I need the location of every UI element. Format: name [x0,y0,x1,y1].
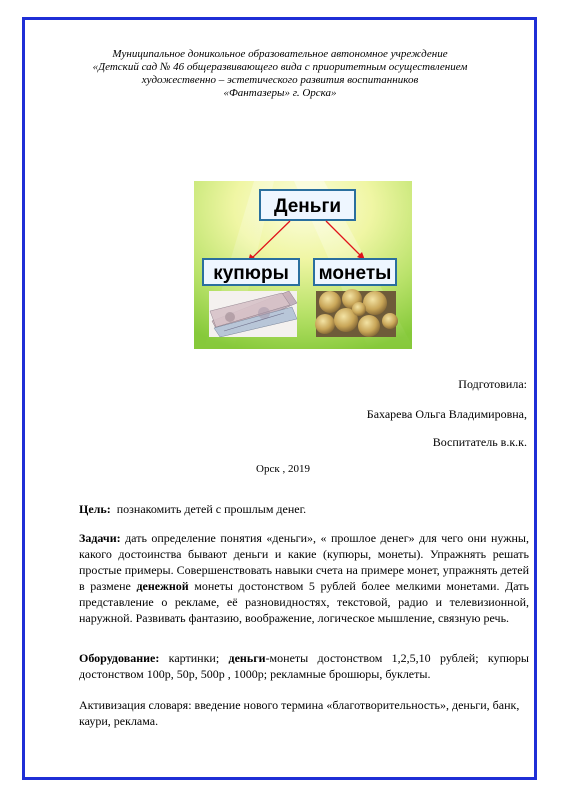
money-diagram-illustration [194,181,412,349]
goal-label: Цель: [79,502,111,516]
coins-image [315,289,398,337]
equipment-bold-word: деньги [228,651,266,665]
goal-text: познакомить детей с прошлым денег. [116,502,307,516]
header-line-2: «Детский сад № 46 общеразвивающего вида с приоритетным осуществлением [92,61,468,73]
left-label: купюры [213,263,289,284]
vocabulary-activation-paragraph: Активизация словаря: введение нового термина «благотворительность», деньги, банк, каури, реклама. [79,698,520,728]
equipment-paragraph [79,650,529,682]
tasks-label: Задачи: [79,531,121,545]
equipment-label: Оборудование: [79,651,160,665]
author-name: Бахарева Ольга Владимировна, [366,407,527,421]
right-label: монеты [318,263,392,284]
banknotes-image [209,291,297,337]
header-line-3: художественно – эстетического развития воспитанников [141,74,419,86]
tasks-text-before: дать определение понятия «деньги», « прошлое денег» для чего они нужны, какого достоинства бывают деньги и какие (купюры, монеты). Упражнять решать простые примеры. Совершенствовать навыки счета на примере монет, упражнять детей в размене [79,531,529,593]
header-line-1: Муниципальное доникольное образовательное автономное учреждение [112,48,448,60]
tasks-paragraph [79,530,529,626]
equipment-text-2: -монеты достонством 1,2,5,10 рублей; купюры достонством 100р, 50р, 500р , 1000р; рекламные брошюры, буклеты. [79,651,529,681]
tasks-bold-word: денежной [136,579,189,593]
city-year: Орск , 2019 [256,463,310,475]
header-line-4: «Фантазеры» г. Орска» [223,87,337,99]
institution-header [60,48,500,100]
prepared-by-label: Подготовила: [458,377,527,391]
author-position: Воспитатель в.к.к. [432,435,527,449]
root-label: Деньги [273,196,342,217]
goal-paragraph [79,501,529,517]
equipment-text-1: картинки; [159,651,229,665]
tasks-text-after: монеты достонством 5 рублей более мелкими монетами. Дать представление о рекламе, её разновидностях, текстовой, радио и телевизионной, наружной. Развивать фантазию, воображение, логическое мышление, связную речь. [79,579,530,625]
